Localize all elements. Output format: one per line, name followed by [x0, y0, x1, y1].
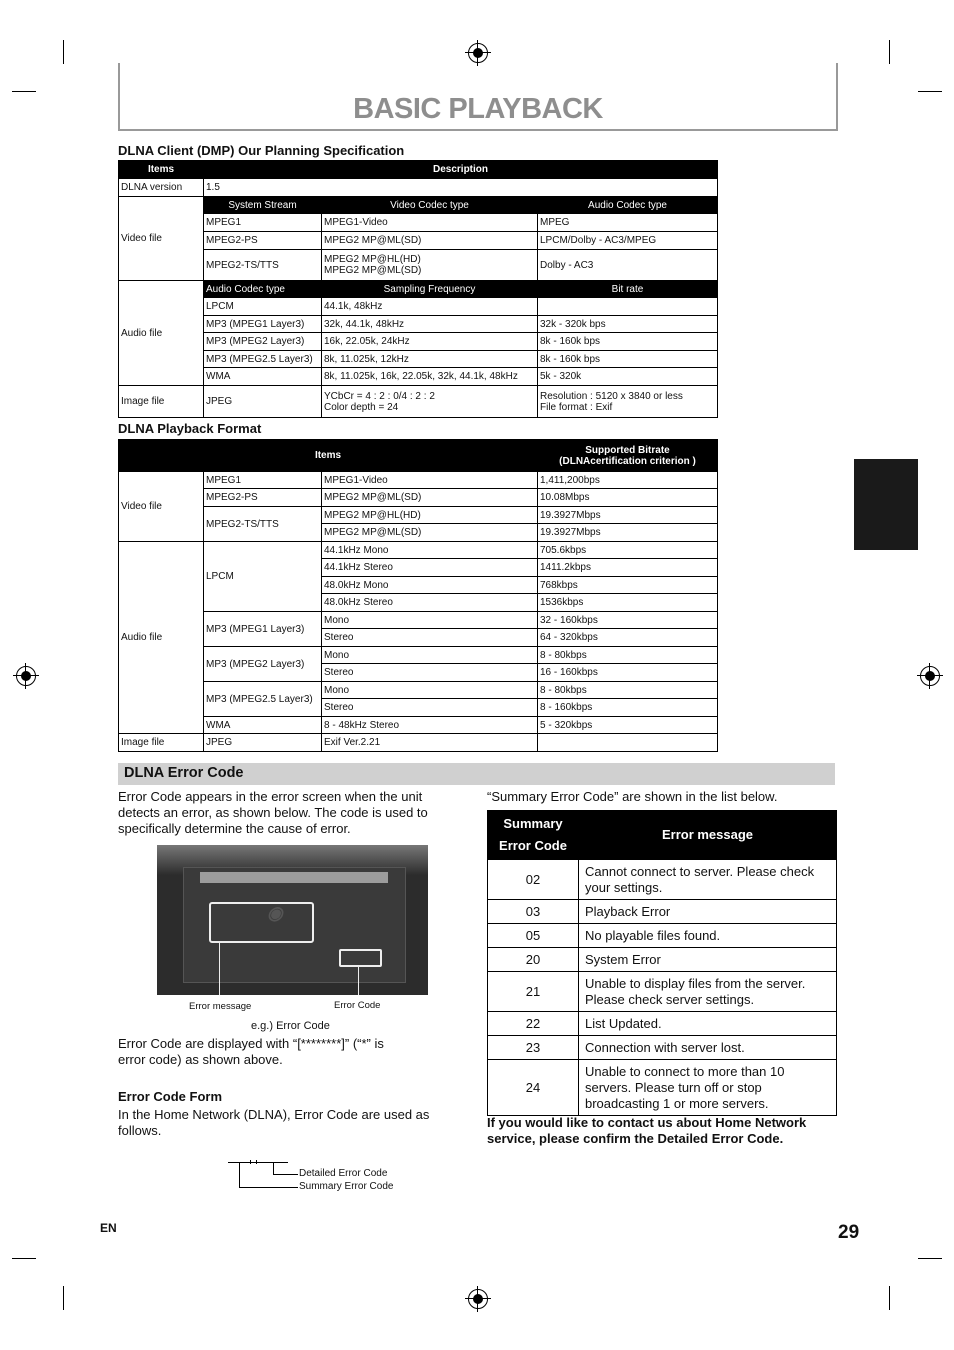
cell: 32k - 320k bps: [538, 316, 718, 333]
cell: 8 - 48kHz Stereo: [322, 717, 538, 734]
error-message: System Error: [579, 948, 837, 972]
label-error-code: Error Code: [334, 1000, 381, 1011]
cell: [538, 386, 718, 418]
row-label: Image file: [119, 386, 204, 418]
error-message: Playback Error: [579, 900, 837, 924]
page-number: 29: [838, 1222, 860, 1243]
list-intro: “Summary Error Code” are shown in the list below.: [487, 789, 778, 804]
bracket-line: [250, 1160, 251, 1164]
format-heading: DLNA Playback Format: [118, 421, 262, 436]
error-code: 23: [488, 1036, 579, 1060]
col-summary-code: [488, 811, 579, 860]
registration-mark-icon: [16, 666, 36, 686]
col-bitrate: [538, 440, 718, 472]
contact-note: If you would like to contact us about Home Network service, please confirm the Detailed Error Code.: [487, 1115, 807, 1146]
row-label: Audio file: [119, 281, 204, 386]
error-code: 21: [488, 972, 579, 1012]
registration-mark-icon: [468, 43, 488, 63]
cell: [538, 734, 718, 752]
screen-title-bar: [200, 872, 388, 883]
cell: MP3 (MPEG2.5 Layer3): [204, 682, 322, 717]
form-heading: Error Code Form: [118, 1089, 223, 1104]
cell: Stereo: [322, 664, 538, 682]
crop-mark: [63, 40, 64, 64]
error-message-box: [209, 902, 314, 943]
display-note: Error Code are displayed with “[********]” (“*” is error code) as shown above.: [118, 1036, 384, 1067]
cell: 48.0kHz Stereo: [322, 594, 538, 612]
cell: Stereo: [322, 629, 538, 647]
cell: 44.1kHz Mono: [322, 542, 538, 559]
cell: MPEG2-TS/TTS: [204, 507, 322, 542]
error-code-table: [487, 810, 837, 1116]
crop-mark: [63, 1286, 64, 1310]
col-error-message: Error message: [579, 811, 837, 860]
bracket-line: [239, 1187, 298, 1188]
col-summary-line: Error Code: [499, 838, 567, 853]
col-bitrate-line: (DLNAcertification criterion ): [559, 455, 696, 467]
cell: 5 - 320kbps: [538, 717, 718, 734]
cell: 8k - 160k bps: [538, 333, 718, 351]
error-message: Unable to display files from the server. Please check server settings.: [579, 972, 837, 1012]
error-code-box: [339, 949, 382, 967]
col-items: Items: [119, 440, 538, 472]
crop-mark: [889, 40, 890, 64]
cell: 1.5: [204, 179, 718, 197]
cell: Dolby - AC3: [538, 250, 718, 281]
crop-mark: [12, 1258, 36, 1259]
cell: MPEG1-Video: [322, 472, 538, 489]
section-band: [118, 763, 835, 785]
col-items: Items: [119, 161, 204, 179]
callout-line: [219, 941, 220, 995]
error-message: Unable to connect to more than 10 servers. Please turn off or stop broadcasting 1 or more servers.: [579, 1060, 837, 1116]
spec-table: [118, 160, 718, 418]
error-code: 24: [488, 1060, 579, 1116]
cell: MP3 (MPEG1 Layer3): [204, 316, 322, 333]
cell: 768kbps: [538, 577, 718, 594]
cell: Mono: [322, 682, 538, 699]
cell: WMA: [204, 368, 322, 386]
cell: LPCM: [204, 298, 322, 316]
cell: MP3 (MPEG2.5 Layer3): [204, 351, 322, 368]
cell-line: File format : Exif: [540, 401, 613, 413]
cell: 5k - 320k: [538, 368, 718, 386]
registration-mark-icon: [920, 666, 940, 686]
cell: MPEG2 MP@ML(SD): [322, 524, 538, 542]
intro-paragraph: Error Code appears in the error screen when the unit detects an error, as shown below. The code is used to specifically determine the cause of error.: [118, 789, 428, 836]
cell: 19.3927Mbps: [538, 524, 718, 542]
sub-header: Audio Codec type: [204, 281, 322, 298]
sub-header: Audio Codec type: [538, 197, 718, 214]
cell: 16 - 160kbps: [538, 664, 718, 682]
header-frame: [118, 63, 838, 131]
cell: JPEG: [204, 734, 322, 752]
cell: 32k, 44.1k, 48kHz: [322, 316, 538, 333]
cell: 32 - 160kbps: [538, 612, 718, 629]
col-bitrate-line: Supported Bitrate: [585, 444, 670, 456]
language-code: EN: [100, 1221, 117, 1235]
cell: 44.1k, 48kHz: [322, 298, 538, 316]
cell: MPEG2-PS: [204, 232, 322, 250]
bracket-line: [239, 1162, 240, 1187]
sub-header: Video Codec type: [322, 197, 538, 214]
detailed-code-label: Detailed Error Code: [299, 1168, 388, 1179]
cell: LPCM: [204, 542, 322, 612]
error-message: Cannot connect to server. Please check your settings.: [579, 860, 837, 900]
error-screen-image: [157, 845, 428, 995]
cell: MPEG2-TS/TTS: [204, 250, 322, 281]
error-message: No playable files found.: [579, 924, 837, 948]
sub-header: Sampling Frequency: [322, 281, 538, 298]
cell-line: MPEG2 MP@HL(HD): [324, 254, 421, 265]
cell: MPEG: [538, 214, 718, 232]
row-label: DLNA version: [119, 179, 204, 197]
cell: 8 - 80kbps: [538, 647, 718, 664]
crop-mark: [12, 91, 36, 92]
error-code: 03: [488, 900, 579, 924]
cell: MPEG2 MP@HL(HD): [322, 507, 538, 524]
cell: MPEG2-PS: [204, 489, 322, 507]
error-code: 20: [488, 948, 579, 972]
error-code: 05: [488, 924, 579, 948]
cell: MPEG2 MP@ML(SD): [322, 489, 538, 507]
row-label: Image file: [119, 734, 204, 752]
col-summary-line: Summary: [503, 816, 563, 831]
cell: Mono: [322, 612, 538, 629]
bracket-line: [228, 1162, 288, 1163]
bracket-line: [256, 1160, 257, 1164]
crop-mark: [918, 91, 942, 92]
cell: 8k - 160k bps: [538, 351, 718, 368]
cell: JPEG: [204, 386, 322, 418]
cell: 705.6kbps: [538, 542, 718, 559]
col-description: Description: [204, 161, 718, 179]
cell: 1536kbps: [538, 594, 718, 612]
registration-mark-icon: [468, 1289, 488, 1309]
cell-line: Color depth = 24: [324, 401, 399, 413]
row-label: Video file: [119, 197, 204, 281]
error-message: Connection with server lost.: [579, 1036, 837, 1060]
cell: 8 - 160kbps: [538, 699, 718, 717]
label-error-message: Error message: [189, 1001, 252, 1012]
page-title: BASIC PLAYBACK: [353, 93, 603, 125]
cell: 8k, 11.025k, 12kHz: [322, 351, 538, 368]
form-text: In the Home Network (DLNA), Error Code are used as follows.: [118, 1107, 430, 1138]
cell: [538, 298, 718, 316]
cell: LPCM/Dolby - AC3/MPEG: [538, 232, 718, 250]
cell: Exif Ver.2.21: [322, 734, 538, 752]
error-message: List Updated.: [579, 1012, 837, 1036]
bracket-line: [273, 1174, 298, 1175]
summary-code-label: Summary Error Code: [299, 1181, 394, 1192]
cell: MPEG1-Video: [322, 214, 538, 232]
cell: 8k, 11.025k, 16k, 22.05k, 32k, 44.1k, 48kHz: [322, 368, 538, 386]
cell: [322, 250, 538, 281]
cell: 44.1kHz Stereo: [322, 559, 538, 577]
cell: WMA: [204, 717, 322, 734]
error-code: 02: [488, 860, 579, 900]
cell-line: YCbCr = 4 : 2 : 0/4 : 2 : 2: [324, 390, 435, 402]
format-table: [118, 439, 718, 752]
cell: 64 - 320kbps: [538, 629, 718, 647]
cell: MPEG2 MP@ML(SD): [322, 232, 538, 250]
cell: [322, 386, 538, 418]
cell-line: MPEG2 MP@ML(SD): [324, 265, 422, 276]
sub-header: Bit rate: [538, 281, 718, 298]
cell: 1411.2kbps: [538, 559, 718, 577]
cell: 8 - 80kbps: [538, 682, 718, 699]
bracket-line: [273, 1162, 274, 1174]
cell: MP3 (MPEG2 Layer3): [204, 333, 322, 351]
cell: 10.08Mbps: [538, 489, 718, 507]
cell: Mono: [322, 647, 538, 664]
row-label: Video file: [119, 472, 204, 542]
error-code: 22: [488, 1012, 579, 1036]
cell: MP3 (MPEG1 Layer3): [204, 612, 322, 647]
chapter-tab: [854, 459, 918, 550]
crop-mark: [889, 1286, 890, 1310]
sub-header: System Stream: [204, 197, 322, 214]
cell: MPEG1: [204, 214, 322, 232]
cell: MP3 (MPEG2 Layer3): [204, 647, 322, 682]
spec-heading: DLNA Client (DMP) Our Planning Specification: [118, 143, 405, 158]
crop-mark: [918, 1258, 942, 1259]
row-label: Audio file: [119, 542, 204, 734]
cell-line: Resolution : 5120 x 3840 or less: [540, 390, 683, 402]
form-diagram: [228, 1160, 300, 1190]
cell: 16k, 22.05k, 24kHz: [322, 333, 538, 351]
cell: 48.0kHz Mono: [322, 577, 538, 594]
cell: 1,411,200bps: [538, 472, 718, 489]
blu-ray-logo-icon: ◉: [267, 903, 283, 923]
cell: 19.3927Mbps: [538, 507, 718, 524]
section-title: DLNA Error Code: [124, 765, 244, 781]
cell: Stereo: [322, 699, 538, 717]
image-caption: e.g.) Error Code: [251, 1020, 330, 1032]
callout-line: [358, 965, 359, 995]
cell: MPEG1: [204, 472, 322, 489]
